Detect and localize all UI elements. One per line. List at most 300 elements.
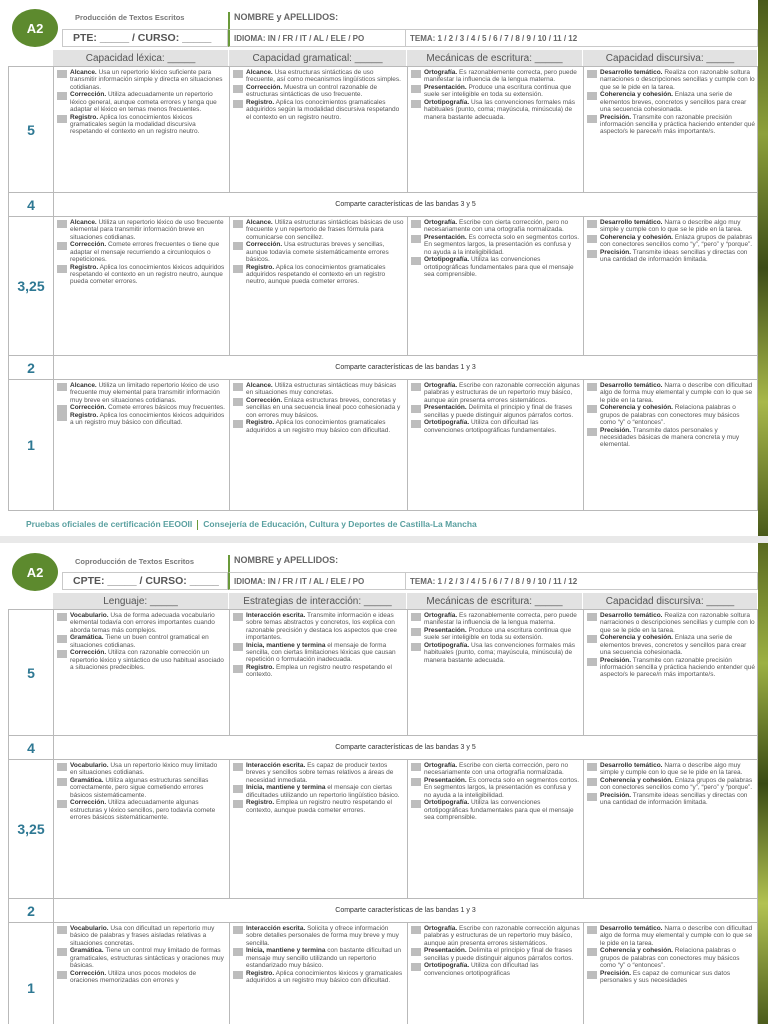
criterion-title: Interacción escrita. <box>246 925 306 932</box>
criterion-text: Enlaza grupos de palabras con conectores sencillos como “y”, “pero” y “porque”. <box>600 777 753 792</box>
criterion-text: Narra o describe con dificultad algo de forma muy elemental y cumple con lo que se le pide en la tarea. <box>600 925 753 947</box>
checkbox-icon[interactable] <box>411 643 421 651</box>
criterion-text: Transmite ideas sencillas y directas con una cantidad de información limitada. <box>600 792 748 807</box>
band-score[interactable]: 5 <box>9 67 54 192</box>
checkbox-icon[interactable] <box>587 948 597 956</box>
checkbox-icon[interactable] <box>233 220 243 228</box>
criterion-title: Gramática. <box>70 947 104 955</box>
checkbox-icon[interactable] <box>233 265 243 273</box>
column-header: Mecánicas de escritura: _____ <box>407 593 583 609</box>
criterion-title: Alcance. <box>246 69 273 76</box>
criterion-title: Ortografía. <box>424 69 458 76</box>
column-header: Capacidad discursiva: _____ <box>583 50 758 66</box>
checkbox-icon[interactable] <box>411 100 421 108</box>
descriptor-cell <box>230 610 408 735</box>
criterion <box>233 264 404 286</box>
checkbox-icon[interactable] <box>411 257 421 265</box>
checkbox-icon[interactable] <box>411 926 421 934</box>
sheet-subtitle: Producción de Textos Escritos <box>75 13 185 22</box>
criterion-title: Desarrollo temático. <box>600 219 663 226</box>
descriptor-cell <box>230 760 408 898</box>
criterion-title: Registro. <box>70 412 99 420</box>
level-badge: A2 <box>12 553 58 591</box>
criterion <box>411 382 580 404</box>
criterion-text: Usa de forma adecuada vocabulario elemental todavía con errores importantes cuando aborda temas más complejos. <box>70 612 215 634</box>
band-score[interactable]: 1 <box>9 923 54 1024</box>
descriptor-cell <box>408 380 584 510</box>
criterion <box>233 784 404 799</box>
criterion <box>233 612 404 641</box>
criterion-text: Enlaza estructuras breves, concretas y sencillas en una secuencia lineal poco cohesionada y con errores muy básicos. <box>246 397 401 419</box>
checkbox-icon[interactable] <box>233 398 243 406</box>
criterion-text: Usa las convenciones formales más habituales (punto, coma; mayúscula, minúscula) de manera bastante adecuada. <box>424 99 575 121</box>
criterion-title: Ortotipografía. <box>424 419 470 427</box>
checkbox-icon[interactable] <box>233 643 243 651</box>
criterion-title: Vocabulario. <box>70 925 109 932</box>
criterion-title: Precisión. <box>600 249 632 257</box>
band-score[interactable]: 5 <box>9 610 54 735</box>
criterion <box>57 649 226 671</box>
checkbox-icon[interactable] <box>411 763 421 771</box>
checkbox-icon[interactable] <box>587 235 597 243</box>
band-row <box>8 217 758 356</box>
criterion-title: Ortografía. <box>424 762 458 769</box>
criterion-text: Utiliza adecuadamente algunas estructuras y léxico sencillos, pero todavía comete errores básicos sistemáticamente. <box>70 799 216 822</box>
criterion <box>233 84 404 99</box>
checkbox-icon[interactable] <box>233 242 243 250</box>
criterion-title: Registro. <box>246 799 275 807</box>
checkbox-icon[interactable] <box>587 613 597 621</box>
checkbox-icon[interactable] <box>587 778 597 786</box>
checkbox-icon[interactable] <box>233 800 243 808</box>
criterion-title: Alcance. <box>246 219 273 226</box>
checkbox-icon[interactable] <box>411 778 421 786</box>
criterion-title: Precisión. <box>600 656 632 664</box>
descriptor-cell <box>408 760 584 898</box>
criterion <box>57 264 226 286</box>
descriptor-cell <box>408 67 584 192</box>
rubric-grid <box>8 609 758 996</box>
criterion-text: Delimita el principio y final de frases sencillas y puede distinguir algunos párrafos cortos. <box>424 404 574 419</box>
checkbox-icon[interactable] <box>57 926 67 934</box>
criterion <box>57 241 226 263</box>
checkbox-icon[interactable] <box>57 70 67 78</box>
tema-selector[interactable]: TEMA: 1 / 2 / 3 / 4 / 5 / 6 / 7 / 8 / 9 / 10 / 11 / 12 <box>406 572 758 590</box>
criterion-title: Coherencia y cohesión. <box>600 777 673 785</box>
criterion <box>587 777 756 792</box>
checkbox-icon[interactable] <box>57 115 67 123</box>
criterion-title: Precisión. <box>600 969 632 977</box>
criterion-title: Ortotipografía. <box>424 256 470 264</box>
footer-separator <box>197 520 198 530</box>
band-score[interactable]: 3,25 <box>9 760 54 898</box>
criterion <box>587 657 756 679</box>
checkbox-icon[interactable] <box>233 785 243 793</box>
checkbox-icon[interactable] <box>411 70 421 78</box>
criterion-title: Presentación. <box>424 627 467 635</box>
criterion <box>411 762 580 777</box>
checkbox-icon[interactable] <box>587 250 597 258</box>
idioma-selector[interactable]: IDIOMA: IN / FR / IT / AL / ELE / PO <box>228 572 406 590</box>
criterion-text: Emplea un registro neutro respetando el contexto, aunque pueda cometer errores. <box>246 799 392 814</box>
checkbox-icon[interactable] <box>587 635 597 643</box>
criterion-text: Transmite con razonable precisión información sencilla y práctica haciendo entender qué aspecto/s le parece/n más importante/s. <box>600 656 756 679</box>
descriptor-cell <box>230 380 408 510</box>
descriptor-cell <box>584 217 759 355</box>
criterion-text: Utiliza con razonable corrección un repertorio léxico y sintáctico de uso habitual asociado a situaciones predecibles. <box>70 649 224 672</box>
criterion-title: Vocabulario. <box>70 762 109 769</box>
band-note: Comparte características de las bandas 1 y 3 <box>335 907 476 914</box>
criterion-text: Utiliza algunas estructuras sencillas correctamente, pero sigue cometiendo errores básicos sistemáticamente. <box>70 777 209 799</box>
criterion-title: Presentación. <box>424 947 467 955</box>
checkbox-icon[interactable] <box>57 220 67 228</box>
name-field[interactable]: NOMBRE y APELLIDOS: <box>228 555 758 572</box>
criterion-title: Desarrollo temático. <box>600 382 663 389</box>
criterion-title: Corrección. <box>70 969 107 977</box>
criterion-text: Aplica los conocimientos gramaticales adquiridos según la modalidad discursiva respetando el contexto en un registro neutro. <box>246 99 400 121</box>
criterion <box>411 947 580 962</box>
checkbox-icon[interactable] <box>57 948 67 956</box>
criterion-text: Realiza con razonable soltura narraciones o descripciones sencillas y cumple con lo que se le pide en la tarea. <box>600 69 755 91</box>
criterion <box>57 612 226 634</box>
band-row <box>8 356 758 380</box>
criterion-text: Transmite ideas sencillas y directas con una cantidad de información limitada. <box>600 249 748 264</box>
criterion-title: Ortotipografía. <box>424 642 470 650</box>
criterion <box>233 642 404 664</box>
criterion <box>411 627 580 642</box>
band-note: Comparte características de las bandas 3 y 5 <box>335 744 476 751</box>
checkbox-icon[interactable] <box>57 800 67 808</box>
checkbox-icon[interactable] <box>411 220 421 228</box>
criterion <box>57 114 226 136</box>
criterion-text: Narra o describe algo muy simple y cumple con lo que se le pide en la tarea. <box>600 762 743 777</box>
band-score[interactable]: 3,25 <box>9 217 54 355</box>
column-header: Capacidad gramatical: _____ <box>229 50 407 66</box>
criterion-title: Corrección. <box>70 241 107 249</box>
criterion-text: Escribe con razonable corrección algunas palabras y estructuras de un repertorio muy básico, aunque aún presenta errores sistemáticos. <box>424 925 580 947</box>
criterion <box>587 234 756 249</box>
checkbox-icon[interactable] <box>587 763 597 771</box>
criterion <box>411 642 580 664</box>
checkbox-icon[interactable] <box>587 383 597 391</box>
criterion-text: Utiliza con dificultad las convenciones ortotipográficas <box>424 962 539 977</box>
criterion <box>57 777 226 799</box>
criterion-title: Desarrollo temático. <box>600 612 663 619</box>
criterion-text: Aplica los conocimientos léxicos adquiridos respetando el contexto en un registro neutro, aunque pueda cometer errores. <box>70 263 225 286</box>
criterion-title: Alcance. <box>70 219 97 226</box>
candidate-line[interactable]: CPTE: _____ / CURSO: _____ <box>62 572 228 590</box>
criterion <box>587 404 756 426</box>
criterion <box>233 99 404 121</box>
criterion-title: Desarrollo temático. <box>600 69 663 76</box>
checkbox-icon[interactable] <box>233 70 243 78</box>
criterion <box>411 404 580 419</box>
checkbox-icon[interactable] <box>57 383 67 391</box>
rubric-sheet-cpte <box>0 543 758 1024</box>
criterion-text: Enlaza grupos de palabras con conectores sencillos como “y”, “pero” y “porque”. <box>600 234 753 249</box>
criterion <box>57 762 226 777</box>
criterion <box>57 91 226 113</box>
criterion <box>233 762 404 784</box>
criterion-title: Alcance. <box>70 382 97 389</box>
criterion-title: Desarrollo temático. <box>600 925 663 932</box>
criterion-text: Utiliza las convenciones ortotipográficas fundamentales para que el mensaje sea comprensible. <box>424 256 574 279</box>
checkbox-icon[interactable] <box>57 763 67 771</box>
criterion <box>411 84 580 99</box>
criterion <box>57 69 226 91</box>
checkbox-icon[interactable] <box>587 658 597 666</box>
criterion-text: Enlaza una serie de elementos breves, concretos y sencillos para crear una secuencia cohesionada. <box>600 91 747 113</box>
band-row <box>8 380 758 511</box>
criterion-title: Gramática. <box>70 634 104 642</box>
criterion <box>233 382 404 397</box>
criterion-title: Coherencia y cohesión. <box>600 91 673 99</box>
criterion-text: Usa un repertorio léxico muy limitado en situaciones cotidianas. <box>70 762 218 777</box>
checkbox-icon[interactable] <box>587 405 597 413</box>
criterion-text: Comete errores básicos muy frecuentes. <box>107 404 225 412</box>
checkbox-icon[interactable] <box>233 948 243 956</box>
criterion-title: Registro. <box>246 99 275 107</box>
criterion-text: Muestra un control razonable de estructuras sintácticas de uso frecuente. <box>246 84 378 99</box>
criterion <box>587 612 756 634</box>
criterion-text: Es capaz de comunicar sus datos personales y sus necesidades <box>600 969 731 985</box>
checkbox-icon[interactable] <box>587 793 597 801</box>
criterion <box>587 114 756 136</box>
criterion-title: Precisión. <box>600 113 632 121</box>
rubric-grid <box>8 66 758 453</box>
criterion-title: Ortotipografía. <box>424 99 470 107</box>
candidate-line[interactable]: PTE: _____ / CURSO: _____ <box>62 29 228 47</box>
criterion-text: Tiene un buen control gramatical en situaciones cotidianas. <box>70 634 209 649</box>
band-row <box>8 760 758 899</box>
criterion-text: Aplica los conocimientos léxicos adquiridos a un registro muy básico con dificultad. <box>70 412 225 427</box>
criterion <box>587 427 756 449</box>
criterion-text: Aplica conocimientos léxicos y gramaticales adquiridos a un registro muy básico con dificultad. <box>246 969 403 985</box>
criterion <box>233 799 404 814</box>
tema-selector[interactable]: TEMA: 1 / 2 / 3 / 4 / 5 / 6 / 7 / 8 / 9 / 10 / 11 / 12 <box>406 29 758 47</box>
criterion-text: Utiliza adecuadamente un repertorio léxico general, aunque cometa errores y tenga que adaptar el léxico en temas menos frecuentes. <box>70 91 217 113</box>
criterion <box>587 249 756 264</box>
criterion <box>587 947 756 969</box>
criterion <box>57 382 226 404</box>
criterion-title: Ortografía. <box>424 612 458 619</box>
criterion-text: Es correcta solo en segmentos cortos. En segmentos largos, la presentación es confusa y no ayuda a la inteligibilidad. <box>424 777 580 799</box>
descriptor-cell <box>54 923 230 1024</box>
checkbox-icon[interactable] <box>57 635 67 643</box>
criterion <box>411 419 580 434</box>
checkbox-icon[interactable] <box>587 92 597 100</box>
descriptor-cell <box>230 217 408 355</box>
criterion <box>411 799 580 821</box>
checkbox-icon[interactable] <box>233 383 243 391</box>
checkbox-icon[interactable] <box>587 115 597 123</box>
criterion-title: Coherencia y cohesión. <box>600 947 673 955</box>
criterion-text: Es capaz de producir textos breves y sencillos sobre temas relativos a áreas de necesidad inmediata. <box>246 762 394 784</box>
idioma-selector[interactable]: IDIOMA: IN / FR / IT / AL / ELE / PO <box>228 29 406 47</box>
criterion-text: el mensaje de forma sencilla, con ciertas limitaciones léxicas que causan repetición o formulación inadecuada. <box>246 641 396 664</box>
criterion-text: Es razonablemente correcta, pero puede manifestar la influencia de la lengua materna. <box>424 69 577 84</box>
criterion <box>587 91 756 113</box>
column-header: Capacidad léxica: _____ <box>53 50 229 66</box>
checkbox-icon[interactable] <box>233 85 243 93</box>
checkbox-icon[interactable] <box>411 948 421 956</box>
criterion-title: Interacción escrita. <box>246 612 306 619</box>
criterion-title: Ortografía. <box>424 925 458 932</box>
criterion <box>233 664 404 679</box>
descriptor-cell <box>230 923 408 1024</box>
background-photo-strip <box>758 543 768 1024</box>
criterion-title: Inicia, mantiene y termina <box>246 641 326 649</box>
criterion-text: Produce una escritura continua que suele ser inteligible en toda su extensión. <box>424 84 572 99</box>
criterion-title: Ortotipografía. <box>424 962 470 970</box>
band-row <box>8 193 758 217</box>
criterion-text: Emplea un registro neutro respetando el contexto. <box>246 664 392 679</box>
checkbox-icon[interactable] <box>411 235 421 243</box>
criterion-text: Enlaza una serie de elementos breves, concretos y sencillos para crear una secuencia cohesionada. <box>600 634 747 656</box>
criterion-text: Relaciona palabras o grupos de palabras con conectores muy básicos como “y” o “entonces”. <box>600 947 740 969</box>
checkbox-icon[interactable] <box>411 613 421 621</box>
descriptor-cell <box>230 67 408 192</box>
criterion-text: Utiliza las convenciones ortotipográficas fundamentales para que el mensaje sea comprensible. <box>424 799 574 822</box>
criterion <box>233 397 404 419</box>
checkbox-icon[interactable] <box>233 971 243 979</box>
criterion-text: Aplica los conocimientos gramaticales adquiridos a un registro muy básico con dificultad. <box>246 419 391 434</box>
criterion-title: Interacción escrita. <box>246 762 306 769</box>
band-score[interactable]: 2 <box>9 356 54 379</box>
column-header: Lenguaje: _____ <box>53 593 229 609</box>
criterion-title: Registro. <box>246 969 275 977</box>
criterion-text: Solicita y ofrece información sobre detalles personales de forma muy breve y muy sencilla. <box>246 925 399 947</box>
criterion <box>411 219 580 234</box>
descriptor-cell <box>584 610 759 735</box>
criterion-title: Corrección. <box>70 404 107 412</box>
criterion-text: Transmite con razonable precisión información sencilla y práctica haciendo entender qué aspecto/s le parece/n más importante/s. <box>600 113 756 136</box>
criterion <box>411 256 580 278</box>
checkbox-icon[interactable] <box>57 265 67 273</box>
criterion-text: Transmite datos personales y necesidades básicas de manera concreta y muy elemental. <box>600 426 740 449</box>
descriptor-cell <box>408 217 584 355</box>
descriptor-cell <box>408 610 584 735</box>
criterion <box>57 970 226 985</box>
criterion-text: Aplica los conocimientos gramaticales adquiridos respetando el contexto en un registro neutro, aunque pueda cometer errores. <box>246 263 386 286</box>
checkbox-icon[interactable] <box>411 628 421 636</box>
checkbox-icon[interactable] <box>411 383 421 391</box>
footer-left: Pruebas oficiales de certificación EEOOII <box>26 519 193 529</box>
checkbox-icon[interactable] <box>587 428 597 436</box>
checkbox-icon[interactable] <box>57 613 67 621</box>
criterion-title: Vocabulario. <box>70 612 109 619</box>
criterion <box>411 612 580 627</box>
criterion <box>411 925 580 947</box>
criterion-text: Relaciona palabras o grupos de palabras con conectores muy básicos como “y” o “entonces”. <box>600 404 740 426</box>
criterion <box>587 970 756 985</box>
band-score[interactable]: 1 <box>9 380 54 510</box>
criterion <box>57 634 226 649</box>
criterion <box>411 99 580 121</box>
criterion-text: Utiliza estructuras sintácticas básicas de uso frecuente y un repertorio de frases fórmula para comunicarse con sencillez. <box>246 219 404 241</box>
band-score[interactable]: 4 <box>9 736 54 759</box>
criterion-text: Realiza con razonable soltura narraciones o descripciones sencillas y cumple con lo que se le pide en la tarea. <box>600 612 755 634</box>
checkbox-icon[interactable] <box>57 650 67 658</box>
checkbox-icon[interactable] <box>587 926 597 934</box>
checkbox-icon[interactable] <box>57 92 67 100</box>
sheet-subtitle: Coproducción de Textos Escritos <box>75 557 195 566</box>
checkbox-icon[interactable] <box>233 613 243 621</box>
checkbox-icon[interactable] <box>233 420 243 428</box>
checkbox-icon[interactable] <box>57 778 67 786</box>
criterion-text: Narra o describe con dificultad algo de forma muy elemental y cumple con lo que se le pide en la tarea. <box>600 382 753 404</box>
criterion-title: Precisión. <box>600 792 632 800</box>
criterion <box>587 69 756 91</box>
descriptor-cell <box>584 760 759 898</box>
criterion-text: Es razonablemente correcta, pero puede manifestar la influencia de la lengua materna. <box>424 612 577 627</box>
criterion <box>411 962 580 977</box>
criterion-text: Utiliza unos pocos modelos de oraciones memorizadas con errores y <box>70 969 197 985</box>
criterion-text: Escribe con cierta corrección, pero no necesariamente con una ortografía normalizada. <box>424 762 569 777</box>
checkbox-icon[interactable] <box>57 413 67 421</box>
band-row <box>8 610 758 736</box>
name-field[interactable]: NOMBRE y APELLIDOS: <box>228 12 758 29</box>
checkbox-icon[interactable] <box>411 85 421 93</box>
band-row <box>8 899 758 923</box>
criterion-title: Precisión. <box>600 426 632 434</box>
checkbox-icon[interactable] <box>411 405 421 413</box>
checkbox-icon[interactable] <box>411 963 421 971</box>
band-note: Comparte características de las bandas 1 y 3 <box>335 364 476 371</box>
criterion-title: Ortografía. <box>424 219 458 226</box>
criterion <box>587 792 756 807</box>
checkbox-icon[interactable] <box>233 763 243 771</box>
criterion-title: Corrección. <box>70 799 107 807</box>
descriptor-cell <box>408 923 584 1024</box>
criterion-title: Corrección. <box>246 241 283 249</box>
criterion <box>57 947 226 969</box>
checkbox-icon[interactable] <box>587 220 597 228</box>
criterion <box>233 947 404 969</box>
checkbox-icon[interactable] <box>411 420 421 428</box>
column-header: Capacidad discursiva: _____ <box>583 593 758 609</box>
criterion-title: Ortotipografía. <box>424 799 470 807</box>
descriptor-cell <box>54 217 230 355</box>
footer <box>26 519 477 530</box>
descriptor-cell <box>54 67 230 192</box>
criterion <box>57 404 226 411</box>
criterion-text: Usa un repertorio léxico suficiente para transmitir información simple y directa en situaciones cotidianas. <box>70 69 223 91</box>
band-row <box>8 67 758 193</box>
checkbox-icon[interactable] <box>411 800 421 808</box>
criterion-text: Utiliza un limitado repertorio léxico de uso frecuente muy elemental para transmitir información muy breve en situaciones cotidianas. <box>70 382 220 404</box>
checkbox-icon[interactable] <box>233 926 243 934</box>
criterion-title: Registro. <box>70 113 99 121</box>
criterion <box>411 234 580 256</box>
criterion-text: Usa estructuras sintácticas de uso frecuente, así como mecanismos lingüísticos simples. <box>246 69 401 84</box>
band-score[interactable]: 2 <box>9 899 54 922</box>
checkbox-icon[interactable] <box>57 242 67 250</box>
band-score[interactable]: 4 <box>9 193 54 216</box>
criterion <box>587 382 756 404</box>
checkbox-icon[interactable] <box>587 70 597 78</box>
criterion-title: Presentación. <box>424 84 467 92</box>
checkbox-icon[interactable] <box>57 971 67 979</box>
criterion-title: Corrección. <box>246 84 283 92</box>
criterion-title: Inicia, mantiene y termina <box>246 947 326 955</box>
checkbox-icon[interactable] <box>233 665 243 673</box>
checkbox-icon[interactable] <box>233 100 243 108</box>
checkbox-icon[interactable] <box>587 971 597 979</box>
footer-right: Consejería de Educación, Cultura y Deportes de Castilla-La Mancha <box>203 519 477 529</box>
criterion <box>233 419 404 434</box>
criterion-title: Alcance. <box>246 382 273 389</box>
